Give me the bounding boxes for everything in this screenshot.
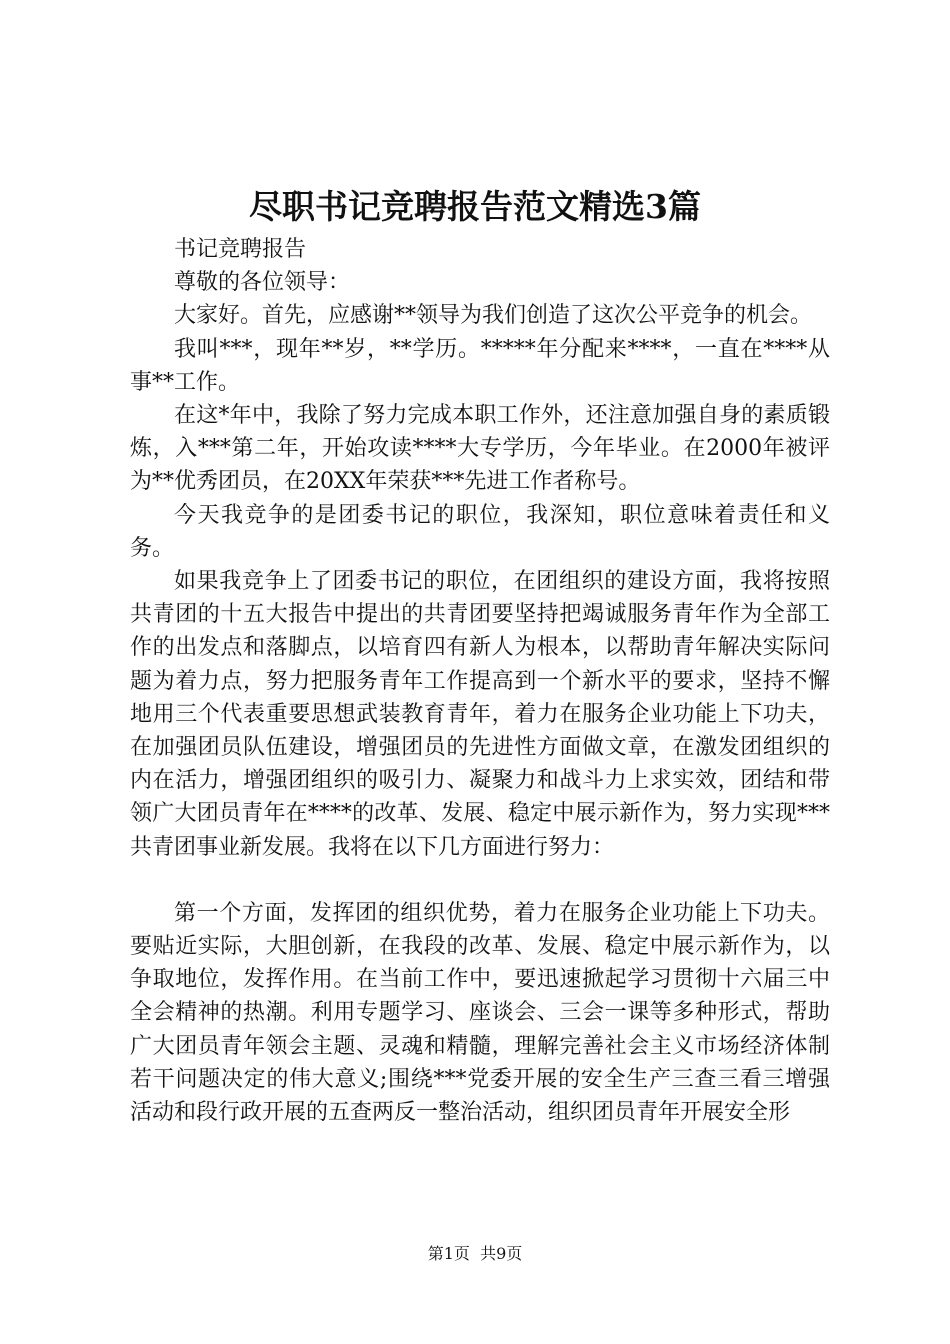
document-body: [130, 233, 830, 1129]
paragraph: 第一个方面，发挥团的组织优势，着力在服务企业功能上下功夫。要贴近实际，大胆创新，在我段的改革、发展、稳定中展示新作为，以争取地位，发挥作用。在当前工作中，要迅速掀起学习贯彻十六届三中全会精神的热潮。利用专题学习、座谈会、三会一课等多种形式，帮助广大团员青年领会主题、灵魂和精髓，理解完善社会主义市场经济体制若干问题决定的伟大意义;围绕***党委开展的安全生产三查三看三增强活动和段行政开展的五查两反一整治活动，组织团员青年开展安全形: [130, 900, 830, 1126]
paragraph: 如果我竞争上了团委书记的职位，在团组织的建设方面，我将按照共青团的十五大报告中提出的共青团要坚持把竭诚服务青年作为全部工作的出发点和落脚点，以培育四有新人为根本，以帮助青年解决实际问题为着力点，努力把服务青年工作提高到一个新水平的要求，坚持不懈地用三个代表重要思想武装教育青年，着力在服务企业功能上下功夫，在加强团员队伍建设，增强团员的先进性方面做文章，在激发团组织的内在活力，增强团组织的吸引力、凝聚力和战斗力上求实效，团结和带领广大团员青年在****的改革、发展、稳定中展示新作为，努力实现***共青团事业新发展。我将在以下几方面进行努力：: [130, 569, 830, 860]
paragraph-salutation: 尊敬的各位领导：: [174, 270, 351, 296]
document-title: 尽职书记竞聘报告范文精选3篇: [249, 187, 701, 226]
paragraph: 今天我竞争的是团委书记的职位，我深知，职位意味着责任和义务。: [130, 502, 830, 561]
page-footer: [0, 1243, 950, 1265]
paragraph: 在这*年中，我除了努力完成本职工作外，还注意加强自身的素质锻炼，入***第二年，开始攻读****大专学历，今年毕业。在2000年被评为**优秀团员，在20XX年荣获***先进工作者称号。: [130, 403, 830, 495]
paragraph: 我叫***，现年**岁，**学历。*****年分配来****，一直在****从事**工作。: [130, 336, 830, 395]
page-number-label: 第1页 共9页: [427, 1244, 523, 1263]
paragraph-gap: [130, 864, 830, 897]
paragraph-heading: 书记竞聘报告: [174, 237, 307, 262]
paragraph: 大家好。首先，应感谢**领导为我们创造了这次公平竞争的机会。: [174, 303, 813, 329]
